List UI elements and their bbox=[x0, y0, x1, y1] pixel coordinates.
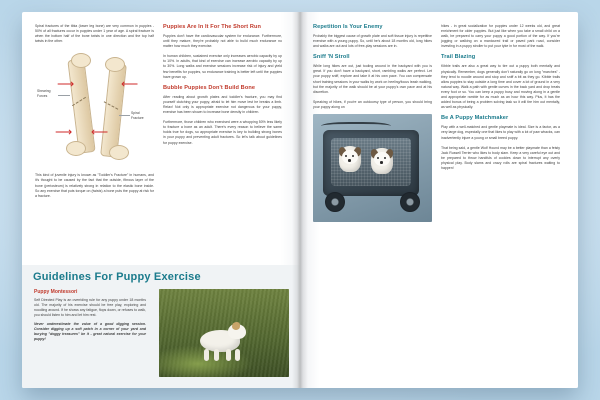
paragraph-montessori: Self Directed Play is an overriding rule for any puppy under 18 months old. The majority of his exercise should be free play, exploring and noodling around. If he shows any fatigue, flops down, or refuses to walk, you should listen to him and let him rest. bbox=[34, 298, 146, 317]
diagram-label-spiral: Spiral Fracture bbox=[131, 111, 144, 120]
diagram-leader-2 bbox=[119, 115, 130, 116]
paragraph-stroll-2: Speaking of hikes, if you're an outdoorsy type of person, you should bring your puppy along on bbox=[313, 99, 432, 109]
dogs-in-pet-stroller-photo bbox=[313, 114, 432, 222]
bone-shaft-left bbox=[67, 59, 95, 154]
paragraph-matchmaker-2: That being said, a gentle Wolf Hound may be a better playmate than a feisty Jack Russell Terrier who likes to body slam. Keep a very careful eye out and be prepared to throw handfuls of cookies down to interrupt any overly physical play. Body slams and crazy rolls are spiral fractures waiting to happen! bbox=[441, 145, 560, 170]
heading-repetition-enemy: Repetition Is Your Enemy bbox=[313, 24, 383, 30]
bone-knob-bottom-left bbox=[66, 141, 86, 156]
paragraph-short-run-1: Puppies don't have the cardiovascular system for endurance. Furthermore, until they mature, they're probably not able to build much endurance no matter how much they exercise. bbox=[163, 34, 282, 49]
puppy-leg-4 bbox=[235, 349, 240, 361]
dog-right-nose bbox=[380, 161, 383, 164]
tibia-spiral-fracture-diagram bbox=[35, 49, 154, 167]
paragraph-stroll-1: While long hikes are out, just tooling around in the backyard with you is great. If you don't have a backyard, short, rambling walks are perfect. Let your puppy sniff, explore and take it at his own pace. You can compensate short training sessions in your walks by work on heeling/focus leash walking, but the majority of the walk should be at your puppy's own pace and at his discretion. bbox=[313, 64, 432, 94]
stroller-wheel-right bbox=[400, 192, 420, 212]
puppy-leg-3 bbox=[226, 349, 231, 361]
dog-left-face bbox=[342, 150, 358, 164]
guidelines-banner bbox=[22, 265, 300, 388]
puppy-running-in-grass-photo bbox=[159, 289, 289, 377]
heading-sniff-n-stroll: Sniff 'N Stroll bbox=[313, 54, 350, 61]
magazine-spread bbox=[22, 12, 578, 388]
bone-knob-top-left bbox=[71, 53, 91, 68]
right-column-2 bbox=[441, 24, 560, 378]
puppy-ear bbox=[232, 322, 240, 330]
dog-right-face bbox=[374, 152, 390, 166]
heading-puppy-montessori: Puppy Montessori bbox=[34, 289, 78, 295]
shearing-arrow-left: ⟶ bbox=[55, 125, 73, 140]
shearing-arrow-right: ⟵ bbox=[121, 77, 139, 92]
right-column-1 bbox=[313, 24, 432, 378]
paragraph-kibble-trails: Kibble trails are also a great way to tire out a puppy both mentally and physically. Remember, dogs generally don't naturally go on long "marches" - they tend to noodle around and stop and sniff a bit as they go. Kibble trails allow puppies to stay outside a long time and cover a lot of ground in a very natural way. Walk a path with gentle curves in the back yard and drop treats every foot or so. You can keep a puppy busy and moving along in a gentle and appropriate ramble for as much as an hour this way. Plus, it has the added bonus of being a problem solving task so it will tire him out mentally, as well as physically. bbox=[441, 64, 560, 110]
dog-left bbox=[339, 146, 361, 172]
stroller-wheel-left bbox=[325, 192, 345, 212]
heading-trail-blazing: Trail Blazing bbox=[441, 54, 476, 61]
left-intro-paragraph: Spiral fractures of the tibia (lower leg bone) are very common in puppies - 50% of all fractures occur in puppies under 1 year of age. A spiral fracture is when the bottom half of the bone twists in one direction and the top half twists in the other. bbox=[35, 24, 154, 44]
paragraph-hikes: hikes - in great socialization for puppies under 12 weeks old, and great enrichment for older puppies. But just like when you take a small child on a walk, be prepared to carry your puppy a good portion of the way. If you're jogging or walking on a manicured trail or paved park road, consider investing in a puppy stroller to put your tyke in for most of the walk. bbox=[441, 24, 560, 49]
running-puppy bbox=[192, 322, 250, 358]
banner-title: Guidelines For Puppy Exercise bbox=[33, 271, 201, 283]
heading-puppies-short-run: Puppies Are In It For The Short Run bbox=[163, 24, 262, 30]
puppy-leg-1 bbox=[204, 349, 209, 361]
paragraph-matchmaker-1: Play with a well-matched and gentle playmate is ideal. Size is a factor, as a very large dog, especially one that likes to play with a lot of paw whacks, can inadvertently injure a young or small breed puppy. bbox=[441, 125, 560, 140]
diagram-label-shearing: Shearing Forces bbox=[37, 89, 51, 98]
dog-left-nose bbox=[348, 159, 351, 162]
shearing-arrow-upper: ⟶ bbox=[57, 77, 75, 92]
right-page-edge bbox=[300, 12, 303, 388]
paragraph-bubble-1: After reading about growth plates and toddler's fracture, you may find yourself clutching your puppy, afraid to let him move lest he breaks a limb. Relax! Not only is appropriate exercise not dangerous for your puppy, exercise has been shown to increase bone density in children. bbox=[163, 94, 282, 115]
paragraph-short-run-2: In human children, sustained exercise only increases aerobic capacity by up to 10%. In adults, that kind of exercise can increase aerobic capacity by up to 30%. Long walks and exercise sessions increase risk of injury and yield few benefits for puppies, so endurance training is better left until the puppies have grown up. bbox=[163, 54, 282, 79]
shearing-arrow-lower: ⟵ bbox=[91, 125, 109, 140]
stroller-handle bbox=[321, 122, 391, 132]
bone-knob-bottom-right bbox=[109, 145, 129, 160]
pullquote-digging: Never underestimate the value of a good digging session. Consider digging up a soft patch in a corner of your yard and burying "doggy treasures" be it - great natural exercise for your puppy! bbox=[34, 322, 146, 341]
diagram-leader-1 bbox=[58, 95, 70, 96]
paragraph-repetition: Probably the biggest cause of growth plate and soft tissue injury is repetitive exercise with a young puppy. So, until he's about 18 months old, long hikes and walks are out and lots of free-play sessions are in. bbox=[313, 34, 432, 49]
right-page bbox=[300, 12, 578, 388]
left-page bbox=[22, 12, 300, 388]
heading-puppy-matchmaker: Be A Puppy Matchmaker bbox=[441, 115, 509, 122]
banner-text-block bbox=[34, 289, 146, 346]
paragraph-bubble-2: Furthermore, those children who exercised were a whopping 50% less likely to fracture a bone as an adult. There's every reason to believe the same holds true for dogs, so appropriate exercise is key to building strong bones in your puppy and preventing adult fractures. So let's talk about guidelines for puppy exercise. bbox=[163, 120, 282, 145]
left-caption-paragraph: This kind of juvenile injury is known as "Toddler's Fracture" in humans, and it's thought to be caused by the fact that the outside, fibrous layer of the bone (periosteum) is relatively strong in relation to the elastic bone inside. So any exercise that puts torque on (twists) a bone puts the puppy at risk for a fracture. bbox=[35, 173, 154, 198]
heading-bubble-puppies: Bubble Puppies Don't Build Bone bbox=[163, 84, 256, 91]
dog-right bbox=[371, 148, 393, 174]
puppy-leg-2 bbox=[214, 349, 219, 361]
